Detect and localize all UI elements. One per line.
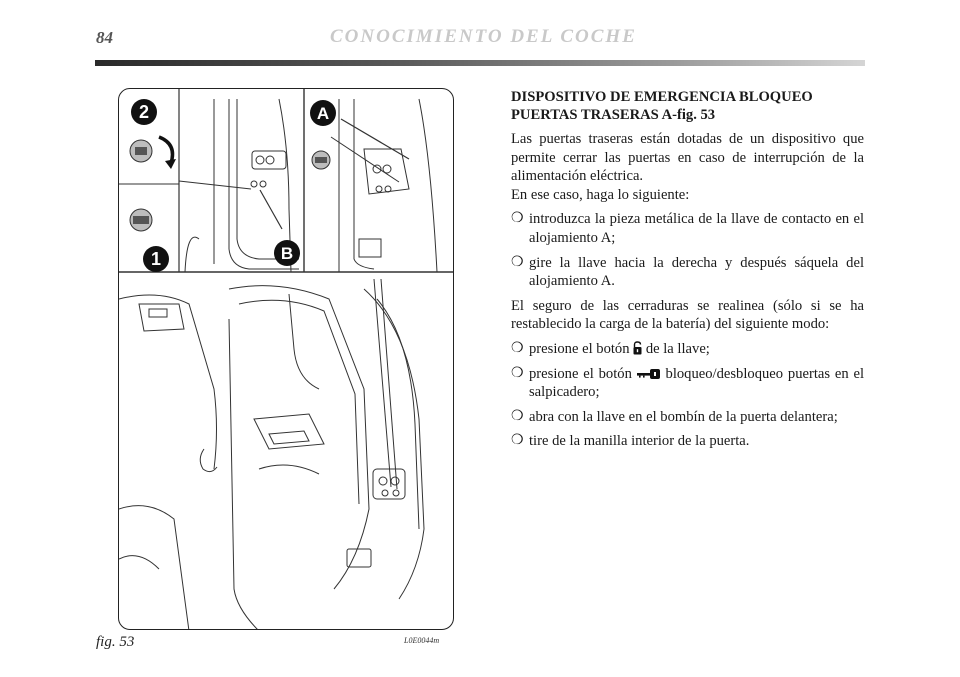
header-rule [95, 60, 865, 66]
step-text: presione el botón [529, 340, 630, 357]
section-title-line1: DISPOSITIVO DE EMERGENCIA BLOQUEO [511, 89, 813, 105]
step-text: tire de la manilla interior de la puerta. [529, 433, 750, 450]
running-title: CONOCIMIENTO DEL COCHE [330, 26, 637, 47]
intro-paragraph: Las puertas traseras están dotadas de un dispositivo que permite cerrar las puertas en caso de interrupción de la alimentación eléctrica. [511, 131, 864, 185]
list-item [511, 340, 864, 359]
callout-b [274, 240, 300, 266]
svg-text:A: A [316, 104, 330, 123]
callout-two [131, 99, 157, 125]
restore-paragraph: El seguro de las cerraduras se realinea (sólo si se ha restablecido la carga de la batería) del siguiente modo: [511, 297, 864, 333]
svg-text:2: 2 [138, 102, 150, 122]
bullet-circle-icon: ❍ [511, 408, 524, 424]
callout-a [310, 100, 336, 126]
figure-caption: fig. 53 [96, 634, 135, 650]
bullet-circle-icon: ❍ [511, 254, 524, 270]
section-title-line2: PUERTAS TRASERAS A-fig. 53 [511, 107, 716, 123]
list-item [511, 365, 864, 402]
step-text: presione el botón [529, 365, 632, 382]
callout-one [143, 246, 169, 272]
step-text: introduzca la pieza metálica de la llave de contacto en el alojamiento A; [529, 211, 864, 246]
step-text: abra con la llave en el bombín de la puerta delantera; [529, 408, 838, 425]
step-text: gire la llave hacia la derecha y después sáquela del alojamiento A. [529, 254, 864, 290]
intro-paragraph-2: En ese caso, haga lo siguiente: [511, 186, 690, 203]
figure-53-illustration [118, 88, 454, 630]
door-lock-key-icon [637, 368, 661, 380]
bullet-circle-icon: ❍ [511, 211, 524, 227]
door-lock-illustration [119, 89, 454, 630]
section-text [511, 88, 864, 457]
svg-text:B: B [280, 244, 294, 263]
bullet-circle-icon: ❍ [511, 340, 524, 356]
svg-text:1: 1 [150, 249, 162, 269]
list-item [511, 432, 864, 451]
list-item [511, 210, 864, 247]
section-title [511, 88, 864, 124]
page-number: 84 [96, 28, 113, 47]
list-item [511, 254, 864, 291]
step-text-cont: de la llave; [645, 340, 710, 357]
bullet-circle-icon: ❍ [511, 433, 524, 449]
list-item [511, 408, 864, 427]
bullet-circle-icon: ❍ [511, 365, 524, 381]
step-text-cont: bloqueo/desbloqueo puertas en el salpicadero; [529, 365, 864, 401]
padlock-open-icon [633, 341, 642, 355]
figure-code: L0E0044m [404, 636, 440, 645]
